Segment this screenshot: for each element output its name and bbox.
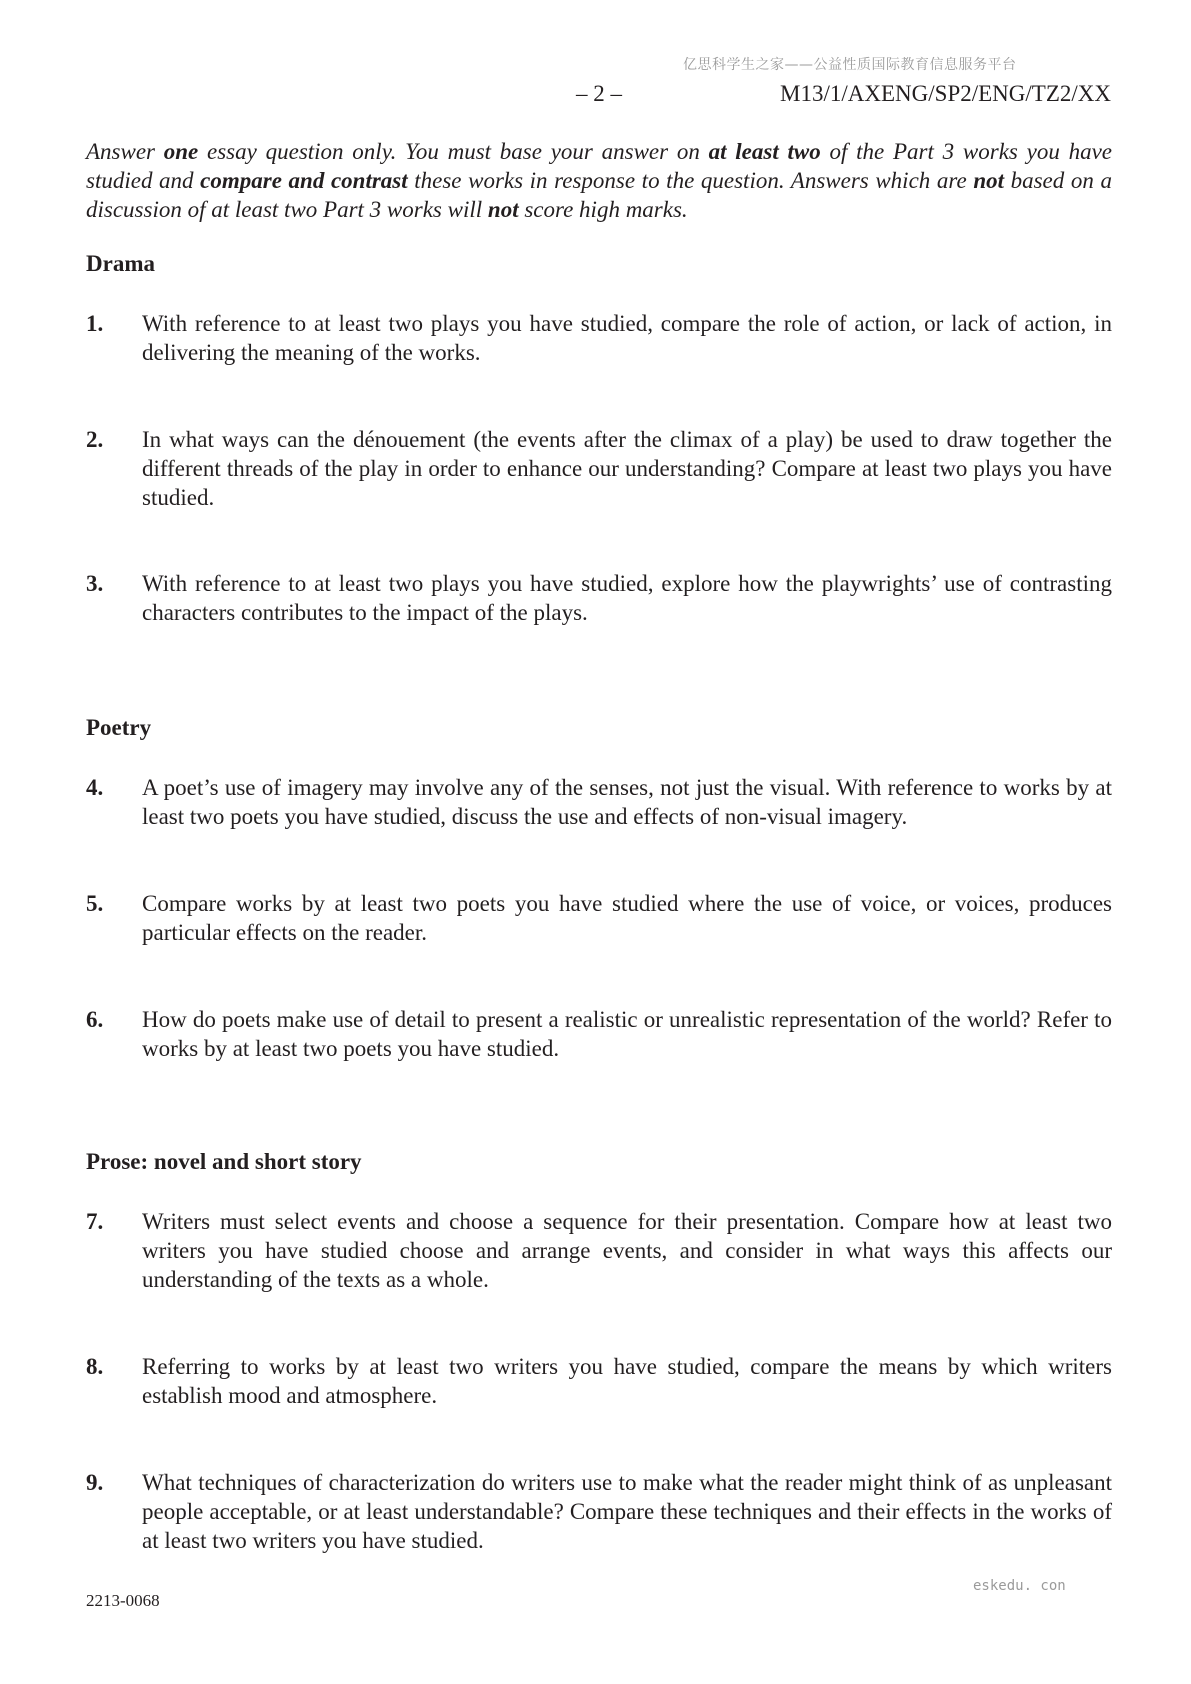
question-number: 3. <box>86 571 104 596</box>
question-number: 4. <box>86 775 104 800</box>
question-8 <box>86 1352 1112 1410</box>
page-number: – 2 – <box>576 81 622 106</box>
question-text: In what ways can the dénouement (the events after the climax of a play) be used to draw together the different threads of the play in order to enhance our understanding? Compare at least two plays you have studied. <box>142 427 1112 510</box>
footer-watermark: eskedu. con <box>973 1578 1066 1594</box>
question-5 <box>86 889 1112 947</box>
question-number: 5. <box>86 891 104 916</box>
instruction-emphasis: not <box>973 168 1004 193</box>
instructions: Answer one essay question only. You must base your answer on at least two of the Part 3 works you have studied and compare and contrast these works in response to the question. Answers which are not based on a discussion of at least two Part 3 works will not score high marks. <box>86 139 1113 222</box>
section-heading-prose: Prose: novel and short story <box>86 1149 362 1174</box>
question-text: With reference to at least two plays you have studied, explore how the playwrights’ use of contrasting characters contributes to the impact of the plays. <box>142 571 1112 625</box>
question-2 <box>86 425 1112 512</box>
question-text: Writers must select events and choose a sequence for their presentation. Compare how at least two writers you have studied choose and arrange events, and consider in what ways this affects our understanding of the texts as a whole. <box>142 1209 1112 1292</box>
instruction-emphasis: at least two <box>708 139 821 164</box>
question-number: 6. <box>86 1007 104 1032</box>
question-number: 9. <box>86 1470 104 1495</box>
question-3 <box>86 569 1112 627</box>
question-number: 2. <box>86 427 104 452</box>
question-text: Referring to works by at least two writers you have studied, compare the means by which writers establish mood and atmosphere. <box>142 1354 1112 1408</box>
question-text: A poet’s use of imagery may involve any of the senses, not just the visual. With reference to works by at least two poets you have studied, discuss the use and effects of non-visual imagery. <box>142 775 1112 829</box>
instruction-emphasis: one <box>163 139 199 164</box>
section-heading-drama: Drama <box>86 251 155 276</box>
question-9 <box>86 1468 1112 1555</box>
instruction-emphasis: not <box>487 197 519 222</box>
question-text: What techniques of characterization do writers use to make what the reader might think of as unpleasant people acceptable, or at least understandable? Compare these techniques and their effects in the works of at least two writers you have studied. <box>142 1470 1112 1553</box>
question-1 <box>86 309 1112 367</box>
instruction-emphasis: compare and contrast <box>200 168 408 193</box>
question-4 <box>86 773 1112 831</box>
question-6 <box>86 1005 1112 1063</box>
question-text: Compare works by at least two poets you have studied where the use of voice, or voices, produces particular effects on the reader. <box>142 891 1112 945</box>
paper-code: M13/1/AXENG/SP2/ENG/TZ2/XX <box>780 81 1111 106</box>
question-text: How do poets make use of detail to present a realistic or unrealistic representation of the world? Refer to works by at least two poets you have studied. <box>142 1007 1112 1061</box>
question-text: With reference to at least two plays you have studied, compare the role of action, or lack of action, in delivering the meaning of the works. <box>142 311 1112 365</box>
section-heading-poetry: Poetry <box>86 715 152 740</box>
question-number: 1. <box>86 311 104 336</box>
footer-code: 2213-0068 <box>86 1591 160 1610</box>
question-7 <box>86 1207 1112 1294</box>
question-number: 7. <box>86 1209 104 1234</box>
header-watermark: 亿思科学生之家——公益性质国际教育信息服务平台 <box>683 57 1017 73</box>
question-number: 8. <box>86 1354 104 1379</box>
